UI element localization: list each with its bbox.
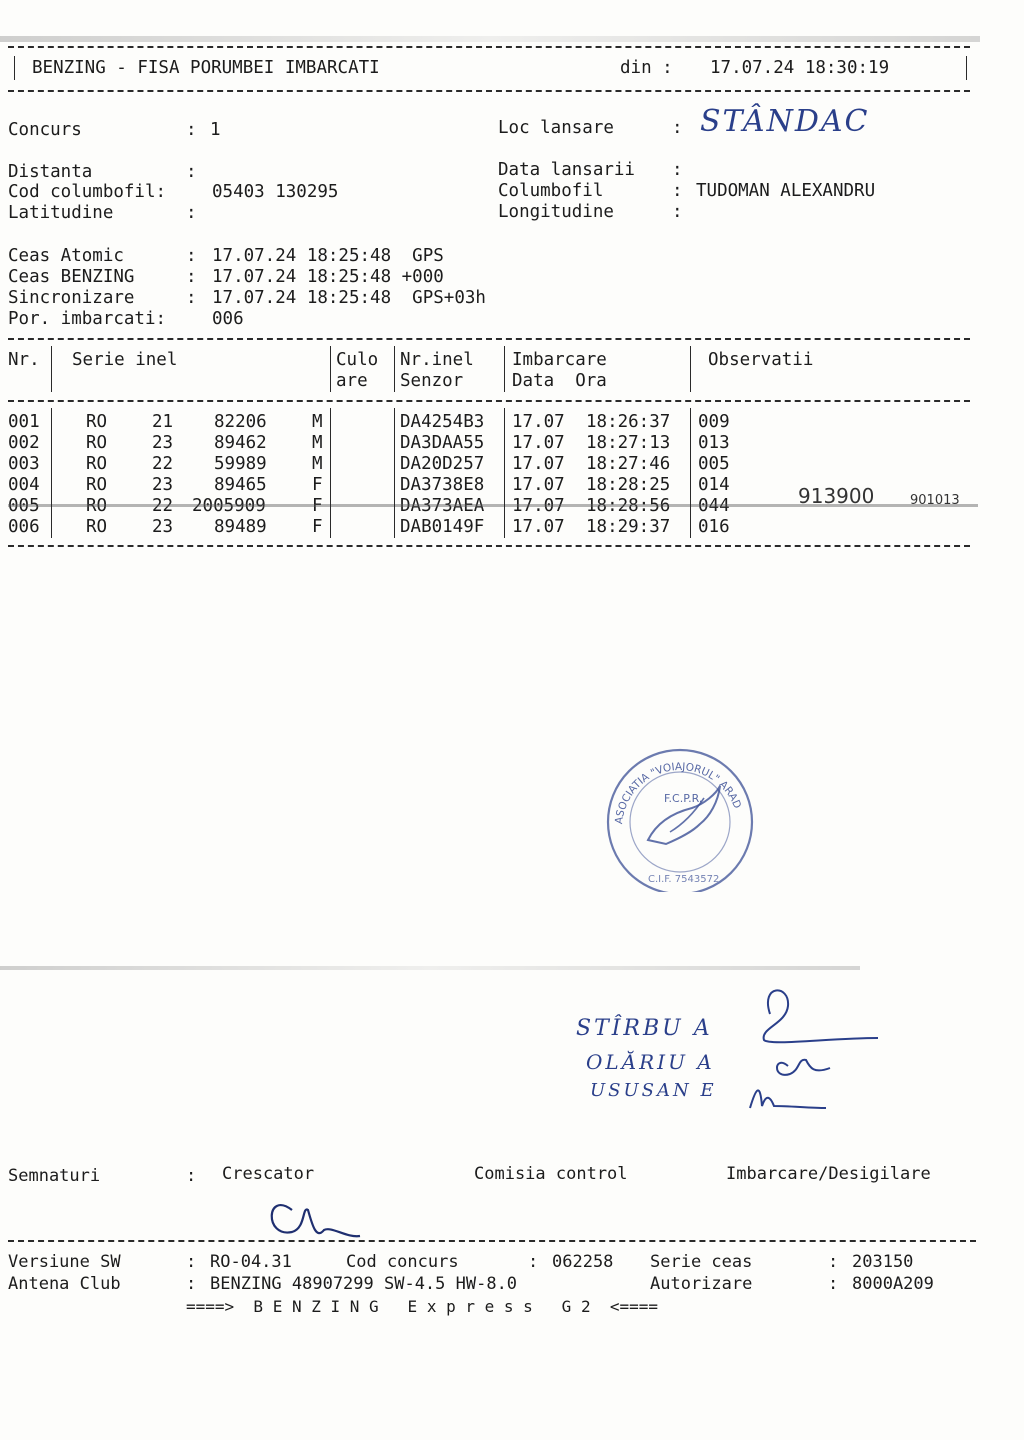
table-row-data: 17.07: [512, 412, 565, 432]
longitudine-label: Longitudine: [498, 202, 614, 222]
table-row-sex: M: [312, 412, 323, 432]
table-row-nr: 001: [8, 412, 40, 432]
table-row-senzor: DAB0149F: [400, 517, 485, 537]
columbofil-label: Columbofil: [498, 181, 604, 201]
footer-rule: [8, 1240, 976, 1242]
table-row-nr: 003: [8, 454, 40, 474]
loc-lansare-colon: :: [672, 118, 683, 138]
table-row-data: 17.07: [512, 517, 565, 537]
col-header-serie: Serie inel: [72, 350, 178, 370]
columbofil-colon: :: [672, 181, 683, 201]
col-header-culoare-2: are: [336, 371, 368, 391]
table-row-tara: RO: [86, 496, 108, 516]
commission-name-2: OLĂRIU A: [586, 1050, 715, 1074]
col-header-imbarcare-1: Imbarcare: [512, 350, 607, 370]
concurs-value: 1: [210, 120, 221, 140]
table-row-obs: 044: [698, 496, 730, 516]
table-row-nr: 005: [8, 496, 40, 516]
comisia-control-label: Comisia control: [474, 1164, 628, 1184]
table-row-ora: 18:27:46: [586, 454, 671, 474]
col-divider-culoare: [394, 346, 395, 392]
table-row-data: 17.07: [512, 475, 565, 495]
imbarcare-desigilare-label: Imbarcare/Desigilare: [726, 1164, 931, 1184]
table-row-ora: 18:28:56: [586, 496, 671, 516]
table-row-an: 23: [152, 433, 174, 453]
table-row-obs: 016: [698, 517, 730, 537]
cod-concurs-value: 062258: [552, 1252, 614, 1272]
table-row-an: 23: [152, 475, 174, 495]
ceas-atomic-colon: :: [186, 246, 197, 266]
table-row-an: 21: [152, 412, 174, 432]
table-row-data: 17.07: [512, 496, 565, 516]
por-imbarcati-value: 006: [212, 309, 244, 329]
table-row-numar: 82206: [214, 412, 267, 432]
crescator-label: Crescator: [222, 1164, 315, 1184]
autorizare-value: 8000A209: [852, 1274, 934, 1294]
distanta-colon: :: [186, 162, 197, 182]
versiune-sw-value: RO-04.31: [210, 1252, 292, 1272]
table-row-data: 17.07: [512, 454, 565, 474]
cod-concurs-label: Cod concurs: [346, 1252, 459, 1272]
autorizare-colon: :: [828, 1274, 839, 1294]
table-row-sex: F: [312, 496, 323, 516]
col-header-nrinel-1: Nr.inel: [400, 350, 474, 370]
col-divider-nr: [51, 346, 52, 392]
table-row-senzor: DA373AEA: [400, 496, 485, 516]
latitudine-label: Latitudine: [8, 203, 114, 223]
scan-noise-mid: [0, 966, 860, 970]
col-header-observatii: Observatii: [708, 350, 814, 370]
stamp-text-center: F.C.P.R.: [664, 792, 703, 805]
table-top-rule: [8, 338, 970, 340]
header-left-bar: [14, 56, 15, 80]
table-row-data: 17.07: [512, 433, 565, 453]
sincronizare-colon: :: [186, 288, 197, 308]
header-right-bar: [966, 56, 967, 80]
table-row-senzor: DA20D257: [400, 454, 485, 474]
table-row-sex: F: [312, 475, 323, 495]
col-header-nrinel-2: Senzor: [400, 371, 464, 391]
rows-divider-serie: [330, 408, 331, 538]
rows-divider-imbarcare: [690, 408, 691, 538]
commission-signatures-graphic: [730, 984, 890, 1114]
table-row-obs: 013: [698, 433, 730, 453]
stamp-text-top: ASOCIATIA "VOIAJORUL" ARAD: [613, 760, 744, 825]
stamp-text-bottom: C.I.F. 7543572: [648, 874, 720, 885]
versiune-sw-colon: :: [186, 1252, 197, 1272]
sincronizare-label: Sincronizare: [8, 288, 135, 308]
table-row-numar: 89462: [214, 433, 267, 453]
ceas-atomic-value: 17.07.24 18:25:48 GPS: [212, 246, 444, 266]
antena-club-value: BENZING 48907299 SW-4.5 HW-8.0: [210, 1274, 518, 1294]
ceas-benzing-label: Ceas BENZING: [8, 267, 135, 287]
table-row-ora: 18:29:37: [586, 517, 671, 537]
col-header-imbarcare-2: Data Ora: [512, 371, 607, 391]
cod-concurs-colon: :: [528, 1252, 539, 1272]
header-din-label: din :: [620, 58, 673, 78]
table-row-numar: 2005909: [192, 496, 266, 516]
table-header-rule: [8, 400, 970, 402]
ceas-benzing-value: 17.07.24 18:25:48 +000: [212, 267, 444, 287]
table-row-sex: M: [312, 454, 323, 474]
association-stamp: [600, 742, 760, 892]
table-row-an: 22: [152, 496, 174, 516]
table-row-obs: 005: [698, 454, 730, 474]
table-bottom-rule: [8, 545, 970, 547]
table-row-nr: 002: [8, 433, 40, 453]
table-row-numar: 89489: [214, 517, 267, 537]
table-row-an: 23: [152, 517, 174, 537]
versiune-sw-label: Versiune SW: [8, 1252, 121, 1272]
loc-lansare-label: Loc lansare: [498, 118, 614, 138]
table-row-ora: 18:28:25: [586, 475, 671, 495]
table-row-ora: 18:26:37: [586, 412, 671, 432]
data-lansarii-label: Data lansarii: [498, 160, 635, 180]
overprint-number-1: 913900: [798, 484, 875, 508]
header-top-rule: [8, 46, 970, 48]
col-divider-serie: [330, 346, 331, 392]
serie-ceas-value: 203150: [852, 1252, 914, 1272]
col-header-culoare-1: Culo: [336, 350, 379, 370]
table-row-tara: RO: [86, 412, 108, 432]
overprint-number-2: 901013: [910, 493, 960, 508]
columbofil-value: TUDOMAN ALEXANDRU: [696, 181, 876, 201]
ceas-atomic-label: Ceas Atomic: [8, 246, 124, 266]
serie-ceas-label: Serie ceas: [650, 1252, 753, 1272]
semnaturi-colon: :: [186, 1166, 197, 1186]
table-row-nr: 004: [8, 475, 40, 495]
por-imbarcati-label: Por. imbarcati:: [8, 309, 167, 329]
semnaturi-label: Semnaturi: [8, 1166, 101, 1186]
cod-columbofil-value: 05403 130295: [212, 182, 339, 202]
latitudine-colon: :: [186, 203, 197, 223]
table-row-an: 22: [152, 454, 174, 474]
col-header-nr: Nr.: [8, 350, 40, 370]
serie-ceas-colon: :: [828, 1252, 839, 1272]
longitudine-colon: :: [672, 202, 683, 222]
antena-club-label: Antena Club: [8, 1274, 121, 1294]
table-row-senzor: DA4254B3: [400, 412, 485, 432]
loc-lansare-handwritten: STÂNDAC: [700, 104, 870, 139]
table-row-sex: F: [312, 517, 323, 537]
col-divider-nrinel: [504, 346, 505, 392]
rows-divider-culoare: [394, 408, 395, 538]
sincronizare-value: 17.07.24 18:25:48 GPS+03h: [212, 288, 486, 308]
col-divider-imbarcare: [690, 346, 691, 392]
table-row-numar: 59989: [214, 454, 267, 474]
table-row-tara: RO: [86, 475, 108, 495]
rows-divider-nr: [51, 408, 52, 538]
benzing-express-banner: ====> B E N Z I N G E x p r e s s G 2 <====: [186, 1297, 659, 1316]
table-row-senzor: DA3DAA55: [400, 433, 485, 453]
table-row-obs: 009: [698, 412, 730, 432]
table-row-tara: RO: [86, 517, 108, 537]
concurs-colon: :: [186, 120, 197, 140]
rows-divider-nrinel: [504, 408, 505, 538]
commission-name-1: STÎRBU A: [576, 1016, 713, 1041]
document-title: BENZING - FISA PORUMBEI IMBARCATI: [32, 58, 380, 78]
antena-club-colon: :: [186, 1274, 197, 1294]
table-row-tara: RO: [86, 454, 108, 474]
stamp-graphic: [600, 742, 760, 892]
table-row-senzor: DA3738E8: [400, 475, 485, 495]
table-row-numar: 89465: [214, 475, 267, 495]
commission-name-3: USUSAN E: [590, 1080, 717, 1101]
cod-columbofil-label: Cod columbofil:: [8, 182, 167, 202]
header-datetime: 17.07.24 18:30:19: [710, 58, 890, 78]
concurs-label: Concurs: [8, 120, 82, 140]
table-row-ora: 18:27:13: [586, 433, 671, 453]
table-row-sex: M: [312, 433, 323, 453]
distanta-label: Distanta: [8, 162, 93, 182]
ceas-benzing-colon: :: [186, 267, 197, 287]
table-row-nr: 006: [8, 517, 40, 537]
data-lansarii-colon: :: [672, 160, 683, 180]
table-row-obs: 014: [698, 475, 730, 495]
header-bottom-rule: [8, 90, 970, 92]
table-row-tara: RO: [86, 433, 108, 453]
autorizare-label: Autorizare: [650, 1274, 753, 1294]
scan-noise-top: [0, 36, 980, 42]
